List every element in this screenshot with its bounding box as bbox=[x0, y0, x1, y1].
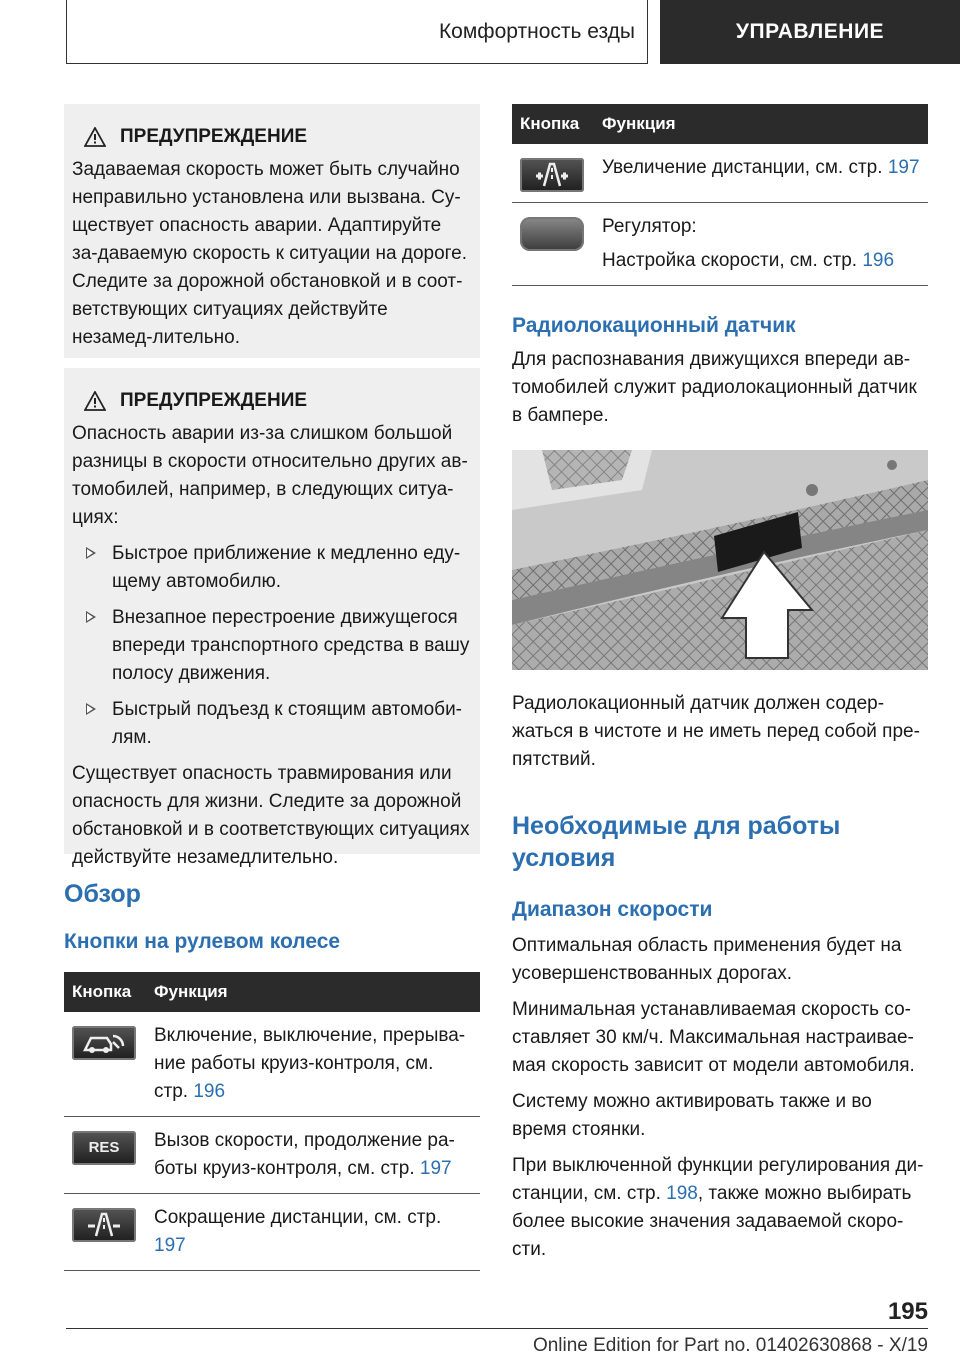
overview-heading: Обзор bbox=[64, 880, 141, 908]
res-button-icon: RES bbox=[72, 1131, 136, 1165]
column-header: Функция bbox=[594, 104, 928, 144]
section-title: Комфортность езды bbox=[66, 0, 648, 64]
warning-icon bbox=[84, 127, 106, 147]
cruise-control-icon bbox=[72, 1026, 136, 1060]
bumper-illustration bbox=[512, 450, 928, 670]
page-link[interactable]: 197 bbox=[154, 1235, 186, 1256]
bullet-arrow-icon bbox=[86, 703, 96, 715]
warning-icon bbox=[84, 391, 106, 411]
page-number: 195 bbox=[887, 1298, 928, 1325]
radar-heading: Радиолокационный датчик bbox=[512, 314, 796, 337]
table-row bbox=[64, 1194, 480, 1271]
buttons-table-continued bbox=[512, 104, 928, 286]
right-column bbox=[512, 104, 928, 1264]
table-row bbox=[512, 203, 928, 286]
function-text: Увеличение дистанции, см. стр. bbox=[602, 157, 888, 178]
buttons-subheading: Кнопки на рулевом колесе bbox=[64, 930, 341, 953]
rocker-switch-icon bbox=[520, 217, 584, 251]
distance-decrease-icon bbox=[72, 1208, 136, 1242]
page-link[interactable]: 197 bbox=[419, 1158, 452, 1179]
warning-box-1 bbox=[64, 104, 480, 358]
requirements-p4: При выключенной функции регулирования ди-станции, см. стр. 198, также можно выбирать более высокие значения задаваемой скоро-сти. bbox=[512, 1155, 924, 1260]
page-link[interactable]: 196 bbox=[862, 250, 895, 271]
warning-title: ПРЕДУПРЕЖДЕНИЕ bbox=[72, 126, 470, 148]
function-text: Включение, выключение, прерыва-ние работы круиз-контроля, см. стр. bbox=[154, 1025, 466, 1102]
requirements-heading: Необходимые для работы условия bbox=[512, 812, 841, 872]
radar-sensor-photo bbox=[512, 450, 928, 670]
edition-text: Online Edition for Part no. 01402630868 - X/19 bbox=[532, 1335, 928, 1356]
function-text: Сокращение дистанции, см. стр. bbox=[154, 1207, 442, 1228]
warning-box-2 bbox=[64, 368, 480, 868]
page-link[interactable]: 196 bbox=[193, 1081, 226, 1102]
warning-outro: Существует опасность травмирования или опасность для жизни. Следите за дорожной обстановкой и в соответствующих ситуациях действуйте незамедлительно. bbox=[72, 763, 470, 868]
requirements-p3: Систему можно активировать также и во время стоянки. bbox=[512, 1091, 872, 1140]
warning-text: Задаваемая скорость может быть случайно неправильно установлена или вызвана. Су-ществует опасность аварии. Адаптируйте за-даваемую скорость к ситуации на дороге. Следите за дорожной обстановкой и в соот-ветствующих ситуациях действуйте незамед-лительно. bbox=[72, 159, 468, 348]
column-header: Функция bbox=[146, 972, 480, 1012]
list-item: Быстрое приближение к медленно еду-щему автомобилю. bbox=[72, 540, 470, 596]
radar-text: Для распознавания движущихся впереди ав-томобилей служит радиолокационный датчик в бампере. bbox=[512, 349, 917, 426]
function-text: Вызов скорости, продолжение ра-боты круиз-контроля, см. стр. bbox=[154, 1130, 455, 1179]
list-item: Внезапное перестроение движущегося впереди транспортного средства в вашу полосу движения. bbox=[72, 604, 470, 688]
function-label: Регулятор: bbox=[602, 216, 697, 237]
buttons-table bbox=[64, 972, 480, 1271]
page-link[interactable]: 197 bbox=[887, 157, 920, 178]
column-header: Кнопка bbox=[512, 104, 594, 144]
warning-intro: Опасность аварии из-за слишком большой разницы в скорости относительно других ав-томобилей, например, в следующих ситуа-циях: bbox=[72, 423, 468, 528]
column-header: Кнопка bbox=[64, 972, 146, 1012]
list-item: Быстрый подъезд к стоящим автомоби-лям. bbox=[72, 696, 470, 752]
table-row bbox=[64, 1117, 480, 1194]
table-row bbox=[64, 1012, 480, 1117]
radar-caption: Радиолокационный датчик должен содер-жаться в чистоте и не иметь перед собой пре-пятствий. bbox=[512, 693, 920, 770]
function-text: Настройка скорости, см. стр. bbox=[602, 250, 863, 271]
requirements-p2: Минимальная устанавливаемая скорость со-ставляет 30 км/ч. Максимальная настраивае-мая скорость зависит от модели автомобиля. bbox=[512, 999, 915, 1076]
speed-range-heading: Диапазон скорости bbox=[512, 898, 713, 921]
bullet-arrow-icon bbox=[86, 611, 96, 623]
page-footer bbox=[66, 1328, 928, 1356]
page-header bbox=[0, 0, 960, 64]
distance-increase-icon bbox=[520, 158, 584, 192]
table-row bbox=[512, 144, 928, 203]
left-column bbox=[64, 104, 480, 1271]
page-link[interactable]: 198 bbox=[666, 1183, 698, 1204]
bullet-arrow-icon bbox=[86, 547, 96, 559]
requirements-p1: Оптимальная область применения будет на усовершенствованных дорогах. bbox=[512, 935, 902, 984]
warning-list bbox=[72, 540, 470, 752]
chapter-title: УПРАВЛЕНИЕ bbox=[660, 0, 960, 64]
warning-title: ПРЕДУПРЕЖДЕНИЕ bbox=[72, 390, 470, 412]
